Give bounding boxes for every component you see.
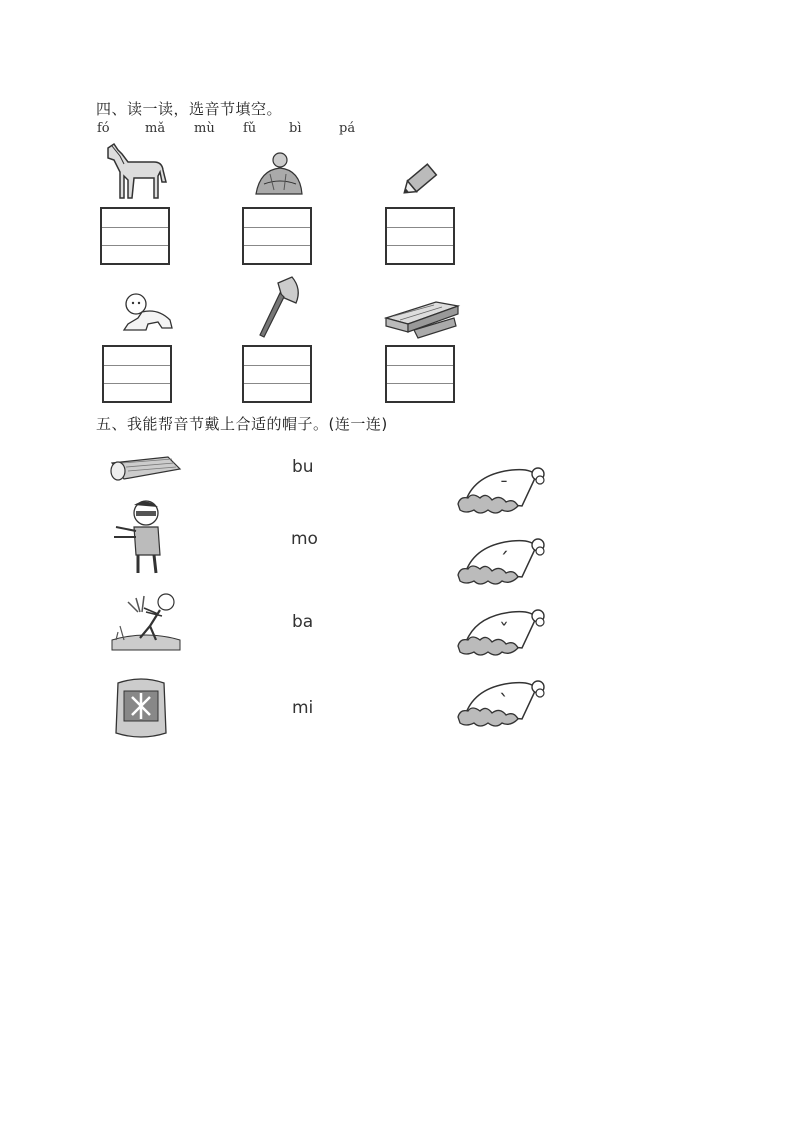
pinyin-option: bì (289, 121, 302, 136)
syllable-ba: ba (292, 612, 314, 632)
hat-third-tone[interactable] (452, 602, 552, 660)
syllable-bu: bu (292, 457, 314, 477)
buddha-picture (250, 150, 306, 198)
answer-box-pencil[interactable] (385, 207, 455, 265)
tone-mark: ˉ (499, 478, 509, 499)
pinyin-option: fǔ (243, 121, 257, 136)
pinyin-option: pá (339, 121, 356, 136)
touching-boy-picture (108, 497, 168, 577)
pulling-boy-picture (110, 590, 182, 652)
section-4-heading: 四、读一读，选音节填空。 (96, 100, 283, 118)
answer-box-baby[interactable] (102, 345, 172, 403)
section-5-heading: 五、我能帮音节戴上合适的帽子。(连一连) (96, 415, 388, 433)
crawling-baby-picture (118, 290, 176, 334)
syllable-mo: mo (291, 529, 318, 549)
hat-fourth-tone[interactable] (452, 673, 552, 731)
pinyin-option: mù (194, 121, 215, 136)
tone-mark: ˇ (499, 619, 509, 643)
syllable-mi: mi (292, 698, 314, 718)
horse-picture (100, 142, 170, 204)
tone-mark: ˋ (499, 690, 509, 714)
pinyin-option: mǎ (145, 121, 166, 136)
tone-mark: ˊ (499, 548, 509, 572)
answer-box-horse[interactable] (100, 207, 170, 265)
answer-box-axe[interactable] (242, 345, 312, 403)
wood-planks-picture (384, 296, 462, 340)
answer-box-buddha[interactable] (242, 207, 312, 265)
answer-box-planks[interactable] (385, 345, 455, 403)
rice-bag-picture (112, 675, 170, 741)
axe-picture (252, 275, 304, 339)
cloth-roll-picture (108, 453, 184, 485)
hat-first-tone[interactable] (452, 460, 552, 518)
pinyin-option: fó (97, 121, 110, 136)
pencil-picture (400, 160, 442, 200)
hat-second-tone[interactable] (452, 531, 552, 589)
